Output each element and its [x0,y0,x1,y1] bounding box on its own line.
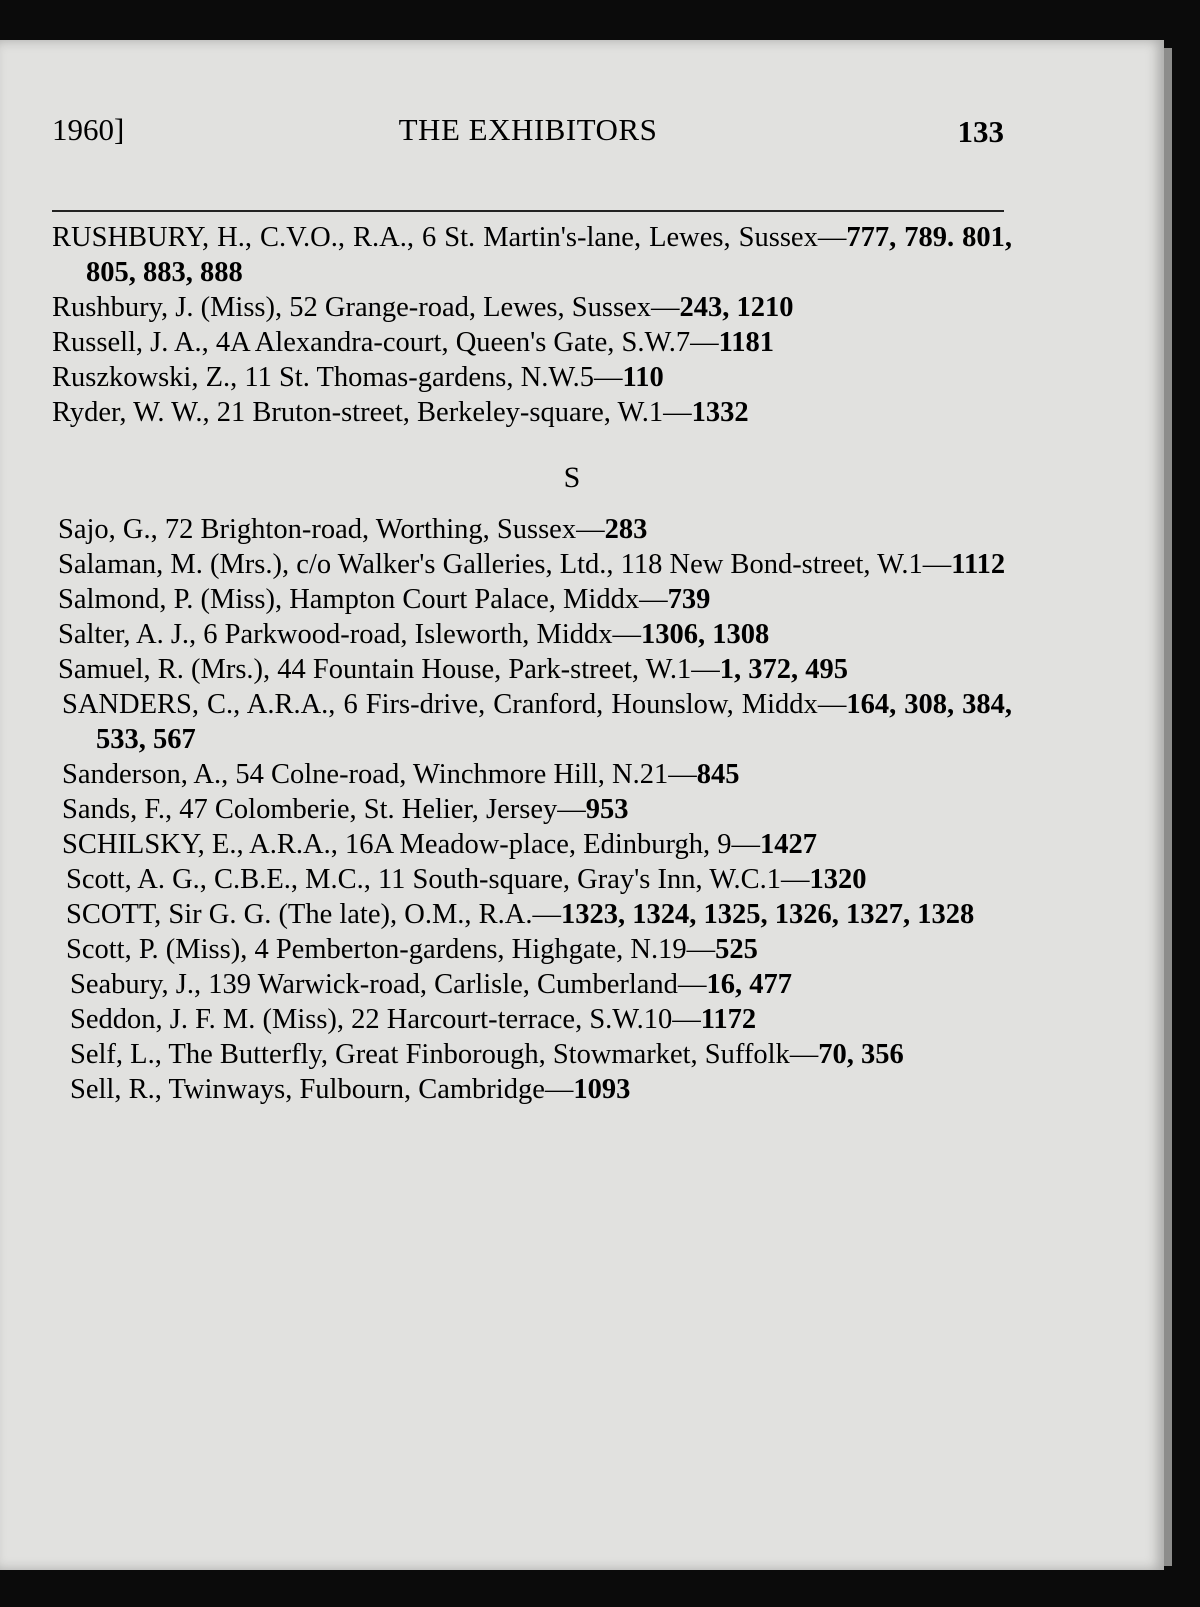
list-item: Sanderson, A., 54 Colne-road, Winchmore Hill, N.21—845 [62,759,740,790]
list-item: Samuel, R. (Mrs.), 44 Fountain House, Park-street, W.1—1, 372, 495 [58,654,849,685]
list-item: SCHILSKY, E., A.R.A., 16A Meadow-place, Edinburgh, 9—1427 [62,829,817,860]
list-item: Scott, A. G., C.B.E., M.C., 11 South-square, Gray's Inn, W.C.1—1320 [66,864,867,895]
list-item: Sell, R., Twinways, Fulbourn, Cambridge—1093 [70,1074,631,1105]
list-item: Russell, J. A., 4A Alexandra-court, Queen's Gate, S.W.7—1181 [52,327,775,358]
list-item: Rushbury, J. (Miss), 52 Grange-road, Lewes, Sussex—243, 1210 [52,292,794,323]
section-heading: S [563,461,581,494]
list-item: SANDERS, C., A.R.A., 6 Firs-drive, Cranford, Hounslow, Middx—164, 308, 384, 533, 567 [62,689,1012,755]
list-item: Sajo, G., 72 Brighton-road, Worthing, Sussex—283 [58,514,648,545]
section-r-entries [52,220,1012,430]
page-number: 133 [957,114,1004,149]
list-item: Salter, A. J., 6 Parkwood-road, Isleworth, Middx—1306, 1308 [58,619,770,650]
list-item: Scott, P. (Miss), 4 Pemberton-gardens, Highgate, N.19—525 [66,934,758,965]
header-title: THE EXHIBITORS [398,112,658,147]
list-item: RUSHBURY, H., C.V.O., R.A., 6 St. Martin's-lane, Lewes, Sussex—777, 789. 801, 805, 883, 888 [52,222,1013,288]
list-item: Self, L., The Butterfly, Great Finborough, Stowmarket, Suffolk—70, 356 [70,1039,904,1070]
list-item: Seabury, J., 139 Warwick-road, Carlisle, Cumberland—16, 477 [70,969,792,1000]
list-item: Salmond, P. (Miss), Hampton Court Palace, Middx—739 [58,584,711,615]
header-year: 1960] [52,112,125,147]
list-item: SCOTT, Sir G. G. (The late), O.M., R.A.—1323, 1324, 1325, 1326, 1327, 1328 [66,899,975,930]
list-item: Salaman, M. (Mrs.), c/o Walker's Galleries, Ltd., 118 New Bond-street, W.1—1112 [58,549,1006,580]
running-header [52,112,1004,164]
section-s-entries [52,512,1012,1107]
exhibitor-list [52,220,1012,1107]
list-item: Ruszkowski, Z., 11 St. Thomas-gardens, N.W.5—110 [52,362,664,393]
list-item: Seddon, J. F. M. (Miss), 22 Harcourt-terrace, S.W.10—1172 [70,1004,757,1035]
header-rule [52,210,1004,212]
page-edge [1164,48,1172,1566]
list-item: Sands, F., 47 Colomberie, St. Helier, Jersey—953 [62,794,629,825]
list-item: Ryder, W. W., 21 Bruton-street, Berkeley-square, W.1—1332 [52,397,749,428]
